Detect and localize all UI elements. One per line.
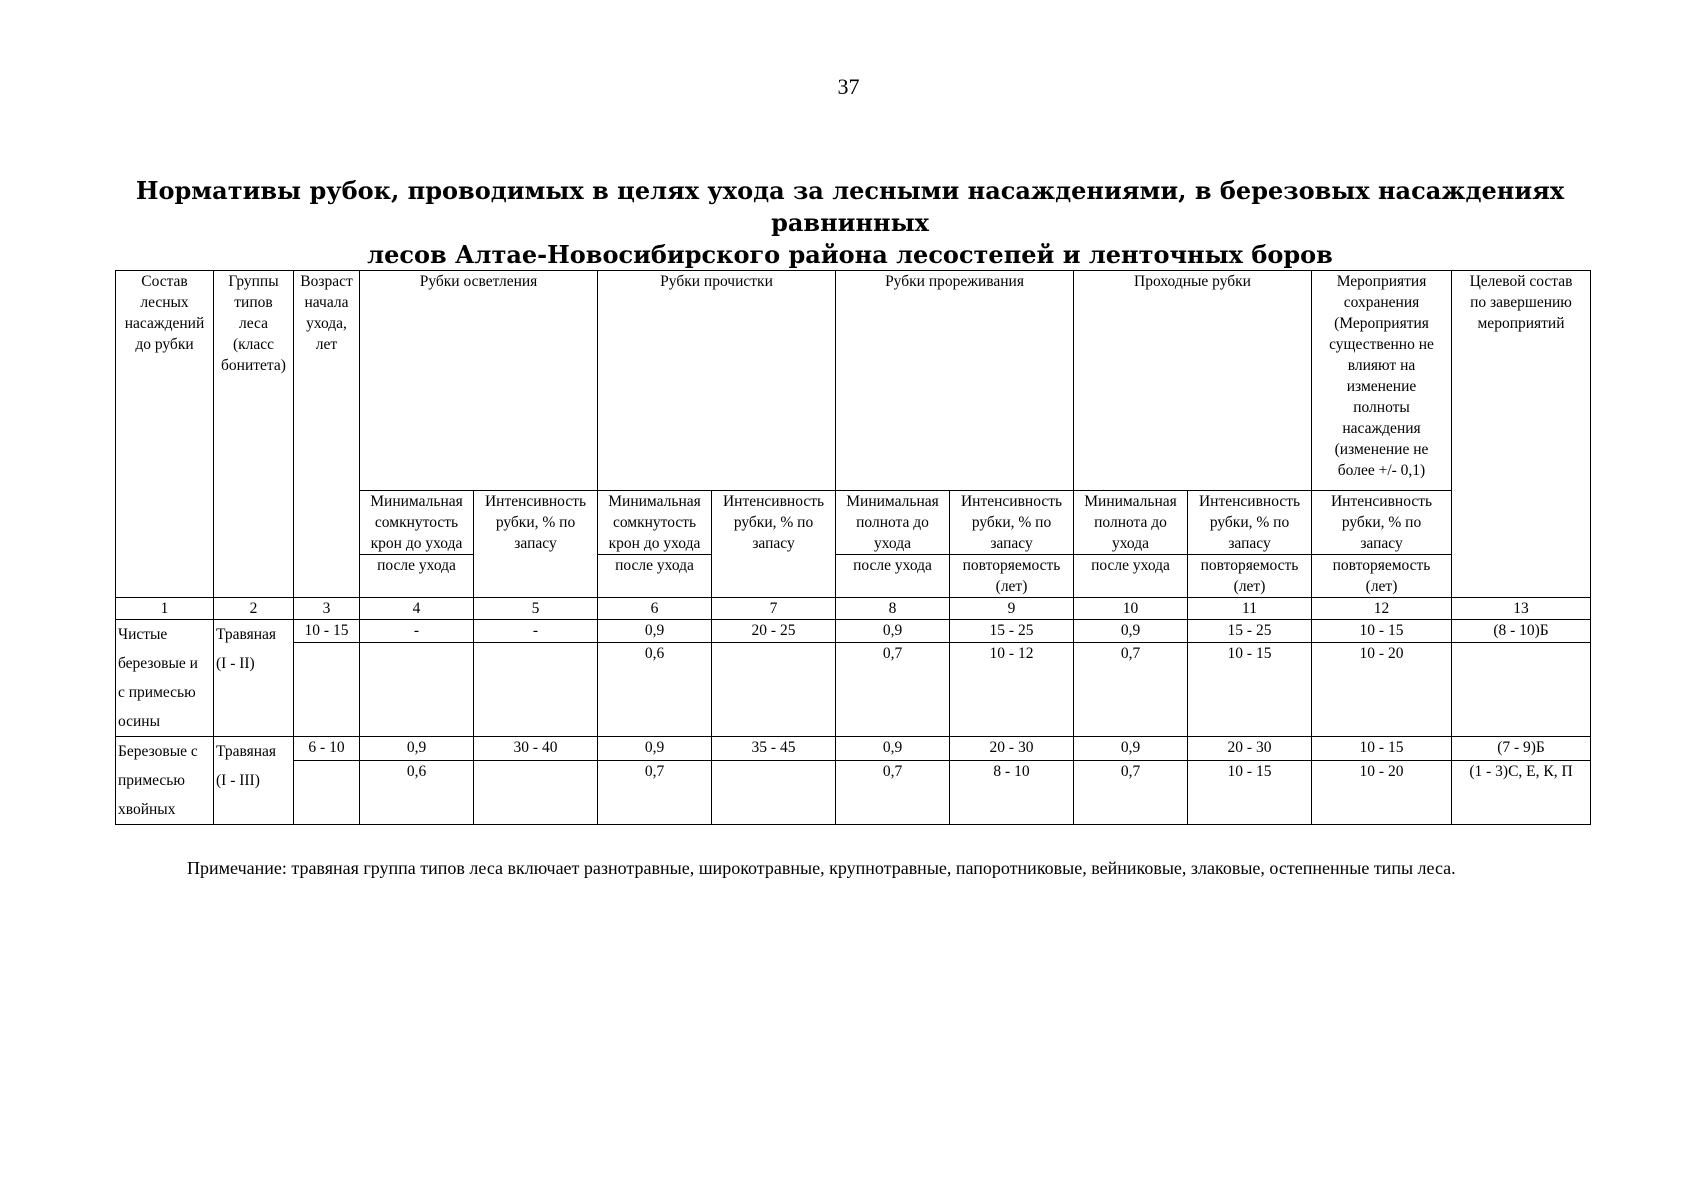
value-cell: 30 - 40: [474, 737, 598, 761]
value-cell: 10 - 15: [1312, 620, 1452, 643]
column-number: 4: [360, 598, 474, 620]
value-cell: 0,7: [836, 761, 950, 825]
header-thinning-cuts: Рубки прореживания: [836, 271, 1074, 491]
column-number: 5: [474, 598, 598, 620]
header-preservation-text: Мероприятия сохранения (Мероприятия существенно не влияют на изменение полноты насаждения (изменение не более +/- 0,1): [1329, 273, 1434, 479]
column-number: 1: [116, 598, 214, 620]
column-number: 12: [1312, 598, 1452, 620]
value-cell: 0,7: [836, 643, 950, 737]
column-number: 7: [712, 598, 836, 620]
column-number: 2: [214, 598, 294, 620]
title-line-1: Нормативы рубок, проводимых в целях ухода за лесными насаждениями, в березовых насаждениях равнинных: [135, 176, 1565, 237]
value-cell: 10 - 15: [1188, 761, 1312, 825]
value-cell: 15 - 25: [950, 620, 1074, 643]
forest-type-group-line: (I - III): [216, 772, 260, 789]
header-forest-group-text: Группы типов леса (класс бонитета): [221, 273, 286, 374]
header-c7-text: Интенсивность рубки, % по запасу: [722, 493, 825, 552]
table-row: [116, 737, 1591, 761]
value-cell: -: [360, 620, 474, 643]
value-cell: 10 - 20: [1312, 643, 1452, 737]
value-cell: (8 - 10)Б: [1452, 620, 1591, 643]
forest-type-group-line: Травяная: [216, 626, 277, 643]
header-c10: [1074, 491, 1188, 555]
value-cell: [1452, 643, 1591, 737]
start-age-empty: [294, 643, 360, 737]
start-age: 6 - 10: [294, 737, 360, 761]
value-cell: [474, 761, 598, 825]
header-row-1: [116, 271, 1591, 491]
header-composition: [116, 271, 214, 598]
value-cell: 10 - 12: [950, 643, 1074, 737]
header-c11-repeat: [1188, 555, 1312, 598]
forest-type-group: [214, 620, 294, 737]
value-cell: 0,6: [360, 761, 474, 825]
header-c4: [360, 491, 474, 555]
value-cell: 0,9: [836, 737, 950, 761]
value-cell: 0,9: [836, 620, 950, 643]
document-title: [110, 175, 1590, 271]
column-number: 3: [294, 598, 360, 620]
header-c9: [950, 491, 1074, 555]
table-row-secondary: [116, 643, 1591, 737]
page-number: 37: [837, 74, 860, 99]
column-number: 13: [1452, 598, 1591, 620]
header-target-composition-text: Целевой состав по завершению мероприятий: [1469, 273, 1573, 332]
value-cell: 20 - 30: [1188, 737, 1312, 761]
forest-composition-line: Березовые с: [118, 743, 198, 760]
forest-type-group: [214, 737, 294, 825]
header-preservation-measures: [1312, 271, 1452, 491]
header-c12-repeat: [1312, 555, 1452, 598]
header-forest-group: [214, 271, 294, 598]
header-c10-text: Минимальная полнота до ухода: [1084, 493, 1177, 552]
table-row-secondary: [116, 761, 1591, 825]
header-start-age-text: Возраст начала ухода, лет: [300, 273, 353, 353]
header-c9-repeat: [950, 555, 1074, 598]
footnote: Примечание: травяная группа типов леса включает разнотравные, широкотравные, крупнотравные, папоротниковые, вейниковые, злаковые, остепненные типы леса.: [187, 858, 1456, 878]
value-cell: -: [474, 620, 598, 643]
header-composition-text: Состав лесных насаждений до рубки: [124, 273, 205, 353]
header-c4-after: после ухода: [360, 555, 474, 598]
header-cleaning-cuts: Рубки прочистки: [598, 271, 836, 491]
value-cell: 0,9: [1074, 620, 1188, 643]
forest-composition-line: осины: [118, 713, 161, 730]
value-cell: 35 - 45: [712, 737, 836, 761]
value-cell: [474, 643, 598, 737]
norms-table: [115, 270, 1591, 825]
header-c8: [836, 491, 950, 555]
forest-type-group-line: Травяная: [216, 743, 277, 760]
header-c11-repeat-text: повторяемость (лет): [1200, 557, 1299, 595]
header-c12-text: Интенсивность рубки, % по запасу: [1330, 493, 1433, 552]
forest-composition-line: березовые и: [118, 655, 198, 672]
header-c8-text: Минимальная полнота до ухода: [846, 493, 939, 552]
header-c9-text: Интенсивность рубки, % по запасу: [960, 493, 1063, 552]
start-age: 10 - 15: [294, 620, 360, 643]
value-cell: (1 - 3)С, Е, К, П: [1452, 761, 1591, 825]
value-cell: 0,7: [1074, 761, 1188, 825]
header-c6-text: Минимальная сомкнутость крон до ухода: [608, 493, 701, 552]
header-c8-after: после ухода: [836, 555, 950, 598]
header-target-composition: [1452, 271, 1591, 598]
value-cell: 0,7: [1074, 643, 1188, 737]
header-c11: [1188, 491, 1312, 555]
forest-composition-line: примесью: [118, 772, 185, 789]
header-c7: [712, 491, 836, 598]
forest-composition-line: с примесью: [118, 684, 196, 701]
header-clearing-cuts: Рубки осветления: [360, 271, 598, 491]
header-c12-repeat-text: повторяемость (лет): [1332, 557, 1431, 595]
column-number: 9: [950, 598, 1074, 620]
header-c4-text: Минимальная сомкнутость крон до ухода: [370, 493, 463, 552]
header-c11-text: Интенсивность рубки, % по запасу: [1198, 493, 1301, 552]
value-cell: [712, 761, 836, 825]
header-c6: [598, 491, 712, 555]
header-c5-text: Интенсивность рубки, % по запасу: [484, 493, 587, 552]
column-number: 8: [836, 598, 950, 620]
value-cell: 0,9: [360, 737, 474, 761]
value-cell: 15 - 25: [1188, 620, 1312, 643]
header-c10-after: после ухода: [1074, 555, 1188, 598]
column-number: 10: [1074, 598, 1188, 620]
value-cell: 0,9: [598, 737, 712, 761]
header-start-age: [294, 271, 360, 598]
forest-composition-line: хвойных: [118, 801, 176, 818]
value-cell: 10 - 15: [1312, 737, 1452, 761]
header-c6-after: после ухода: [598, 555, 712, 598]
value-cell: 20 - 25: [712, 620, 836, 643]
value-cell: 0,9: [598, 620, 712, 643]
header-c12: [1312, 491, 1452, 555]
value-cell: 10 - 20: [1312, 761, 1452, 825]
header-passage-cuts: Проходные рубки: [1074, 271, 1312, 491]
column-number: 11: [1188, 598, 1312, 620]
table-row: [116, 620, 1591, 643]
forest-composition: [116, 737, 214, 825]
column-number: 6: [598, 598, 712, 620]
value-cell: 0,9: [1074, 737, 1188, 761]
column-number-row: [116, 598, 1591, 620]
value-cell: [712, 643, 836, 737]
header-c5: [474, 491, 598, 598]
value-cell: 20 - 30: [950, 737, 1074, 761]
value-cell: (7 - 9)Б: [1452, 737, 1591, 761]
value-cell: 10 - 15: [1188, 643, 1312, 737]
start-age-empty: [294, 761, 360, 825]
value-cell: 0,6: [598, 643, 712, 737]
value-cell: 8 - 10: [950, 761, 1074, 825]
forest-type-group-line: (I - II): [216, 655, 255, 672]
header-c9-repeat-text: повторяемость (лет): [962, 557, 1061, 595]
forest-composition-line: Чистые: [118, 626, 168, 643]
value-cell: [360, 643, 474, 737]
value-cell: 0,7: [598, 761, 712, 825]
forest-composition: [116, 620, 214, 737]
title-line-2: лесов Алтае-Новосибирского района лесостепей и ленточных боров: [367, 240, 1333, 269]
